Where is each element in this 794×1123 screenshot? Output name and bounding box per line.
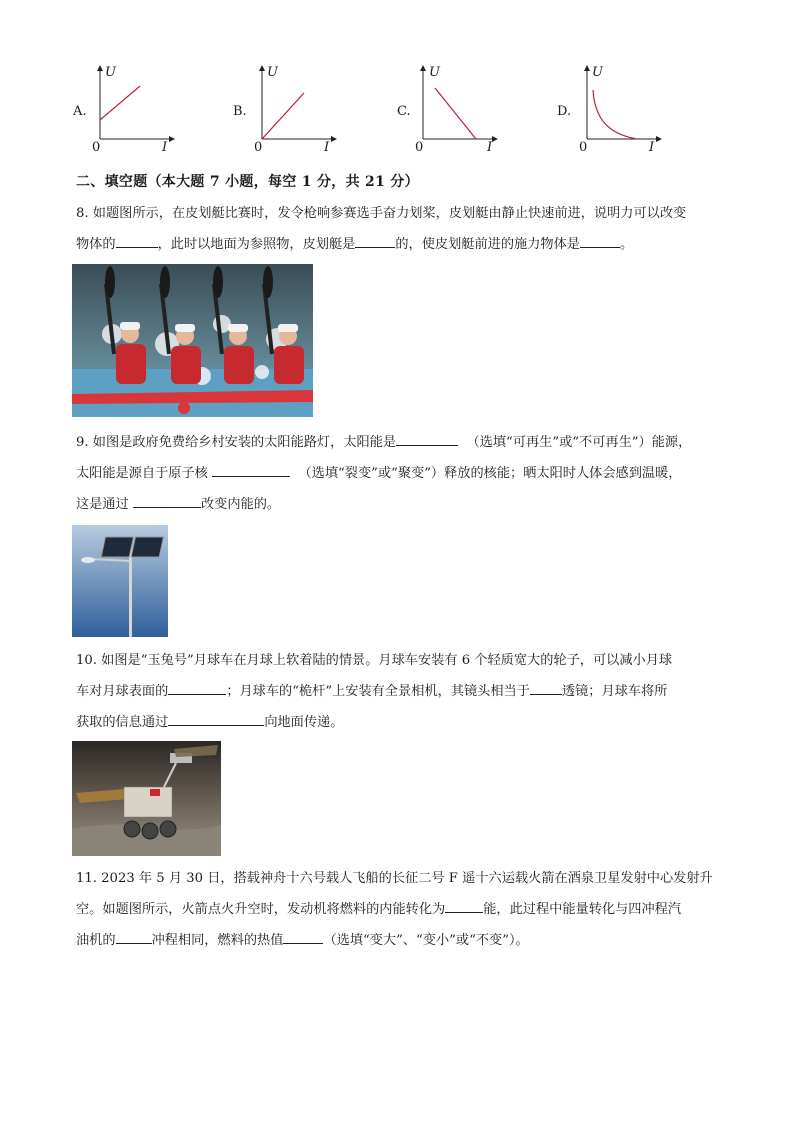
answer-blank[interactable] — [283, 930, 323, 944]
answer-blank[interactable] — [396, 432, 458, 446]
answer-blank[interactable] — [212, 463, 290, 477]
q9-line-2: 太阳能是源自于原子核 （选填“裂变”或“聚变”）释放的核能；晒太阳时人体会感到温暖， — [76, 458, 736, 489]
graph-c-line — [435, 88, 476, 139]
answer-blank[interactable] — [168, 681, 226, 695]
q11-line-1: 11. 2023 年 5 月 30 日，搭载神舟十六号载人飞船的长征二号 F 遥十六运载火箭在酒泉卫星发射中心发射升 — [76, 871, 713, 886]
solar-street-light-photo — [72, 525, 168, 637]
graph-c-y-label: U — [429, 65, 440, 80]
q9-line-3: 这是通过 改变内能的。 — [76, 489, 736, 520]
q8-line-2: 物体的 ，此时以地面为参照物，皮划艇是 的，使皮划艇前进的施力物体是 。 — [76, 229, 736, 260]
lunar-rover-photo — [72, 741, 221, 856]
graph-b-origin: 0 — [254, 140, 263, 155]
question-11 — [76, 863, 736, 956]
option-b-label: B. — [233, 104, 247, 119]
option-c-label: C. — [397, 104, 411, 119]
graph-c — [415, 62, 531, 162]
graph-a — [92, 62, 208, 162]
q11-line-2: 空。如题图所示，火箭点火升空时，发动机将燃料的内能转化为 能，此过程中能量转化与四冲程汽 — [76, 894, 736, 925]
q10-line-1: 10. 如图是“玉兔号”月球车在月球上软着陆的情景。月球车安装有 6 个轻质宽大的轮子，可以减小月球 — [76, 653, 673, 668]
graph-d — [579, 62, 695, 162]
graph-c-x-label: I — [487, 140, 493, 155]
answer-blank[interactable] — [116, 930, 152, 944]
graph-b — [254, 62, 370, 162]
kayak-race-photo — [72, 264, 313, 417]
q10-line-3: 获取的信息通过 向地面传递。 — [76, 707, 736, 738]
question-8 — [76, 198, 736, 260]
q8-line-1: 8. 如题图所示，在皮划艇比赛时，发令枪响参赛选手奋力划桨，皮划艇由静止快速前进，说明力可以改变 — [76, 206, 687, 221]
answer-blank[interactable] — [580, 234, 620, 248]
answer-blank[interactable] — [530, 681, 562, 695]
graph-b-x-label: I — [324, 140, 330, 155]
graph-a-x-label: I — [162, 140, 168, 155]
answer-blank[interactable] — [168, 712, 264, 726]
option-a-label: A. — [73, 104, 87, 119]
question-10 — [76, 645, 736, 738]
graph-d-x-label: I — [649, 140, 655, 155]
q9-line-1: 9. 如图是政府免费给乡村安装的太阳能路灯，太阳能是 （选填“可再生”或“不可再生”）能源， — [76, 427, 736, 458]
answer-blank[interactable] — [133, 494, 201, 508]
graph-d-origin: 0 — [579, 140, 588, 155]
graph-b-y-label: U — [267, 65, 278, 80]
graph-a-line — [100, 86, 140, 120]
option-d-label: D. — [557, 104, 572, 119]
section-title: 二、填空题（本大题 7 小题，每空 1 分，共 21 分） — [76, 174, 419, 190]
q11-line-3: 油机的 冲程相同，燃料的热值 （选填“变大”、“变小”或“不变”）。 — [76, 925, 736, 956]
graph-a-origin: 0 — [92, 140, 101, 155]
question-9 — [76, 427, 736, 520]
answer-blank[interactable] — [116, 234, 158, 248]
answer-blank[interactable] — [445, 899, 483, 913]
graph-d-curve — [593, 90, 637, 139]
graph-a-y-label: U — [105, 65, 116, 80]
graph-d-y-label: U — [592, 65, 603, 80]
graph-c-origin: 0 — [415, 140, 424, 155]
q10-line-2: 车对月球表面的 ；月球车的“桅杆”上安装有全景相机，其镜头相当于 透镜；月球车将所 — [76, 676, 736, 707]
answer-blank[interactable] — [355, 234, 395, 248]
graph-b-line — [262, 93, 304, 139]
